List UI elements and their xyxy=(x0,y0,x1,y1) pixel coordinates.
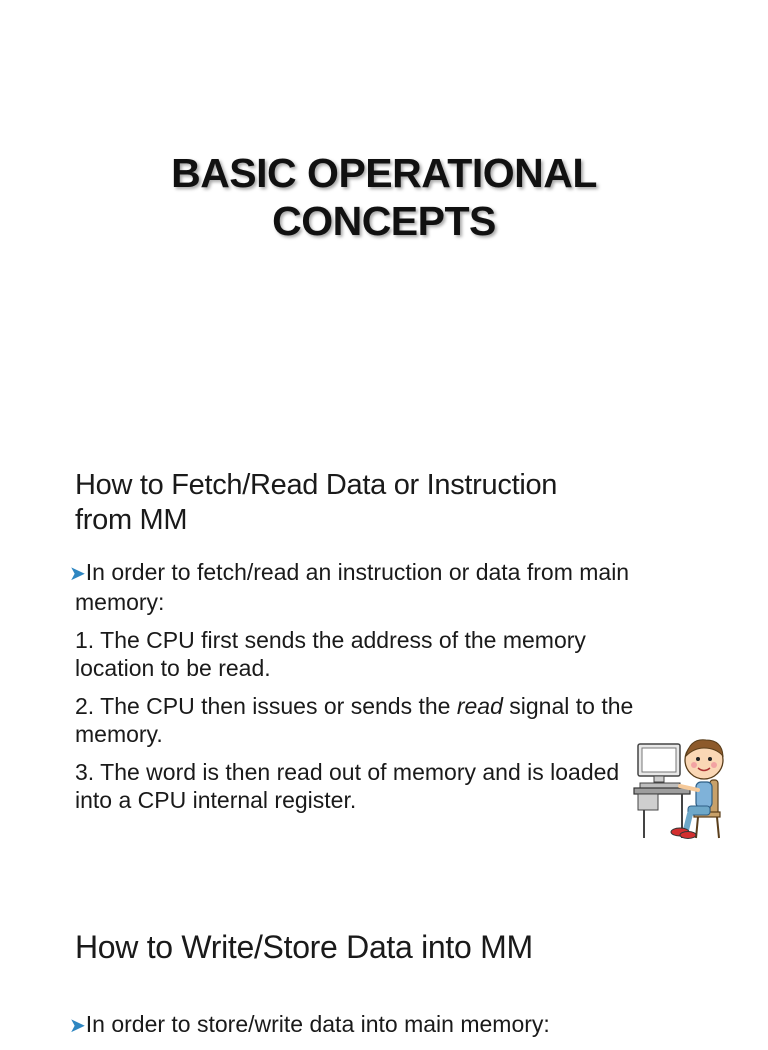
kid-at-computer-icon xyxy=(632,730,732,845)
step-2-text-before: 2. The CPU then issues or sends the xyxy=(75,693,457,719)
slide-title-line-1: BASIC OPERATIONAL xyxy=(171,150,597,197)
fetch-read-slide xyxy=(0,430,768,860)
slide-heading xyxy=(75,468,635,538)
slide-heading-line-1: How to Fetch/Read Data or Instruction xyxy=(75,469,558,501)
slide-title-line-2: CONCEPTS xyxy=(272,198,496,245)
arrow-bullet-icon: ➤ xyxy=(69,563,86,585)
slide-body xyxy=(69,558,635,824)
write-store-slide xyxy=(0,900,768,1037)
slide-heading-line-2: from MM xyxy=(75,504,188,536)
step-1: 1. The CPU first sends the address of the memory location to be read. xyxy=(75,627,586,681)
step-2-text-after: signal to the memory. xyxy=(75,693,634,747)
step-2-emphasis: read xyxy=(456,693,503,719)
title-slide xyxy=(0,0,768,300)
step-3: 3. The word is then read out of memory and is loaded into a CPU internal register. xyxy=(75,759,620,813)
bullet-text-write: In order to store/write data into main memory: xyxy=(85,1011,550,1037)
bullet-text: In order to fetch/read an instruction or data from main memory: xyxy=(75,559,630,615)
step-2 xyxy=(75,692,635,748)
slide-body-write xyxy=(69,1010,635,1050)
bullet-paragraph-write xyxy=(69,1010,635,1040)
bullet-paragraph xyxy=(69,558,635,616)
arrow-bullet-icon: ➤ xyxy=(69,1015,86,1037)
slide-heading-write: How to Write/Store Data into MM xyxy=(75,929,533,965)
slide-title xyxy=(0,149,768,245)
